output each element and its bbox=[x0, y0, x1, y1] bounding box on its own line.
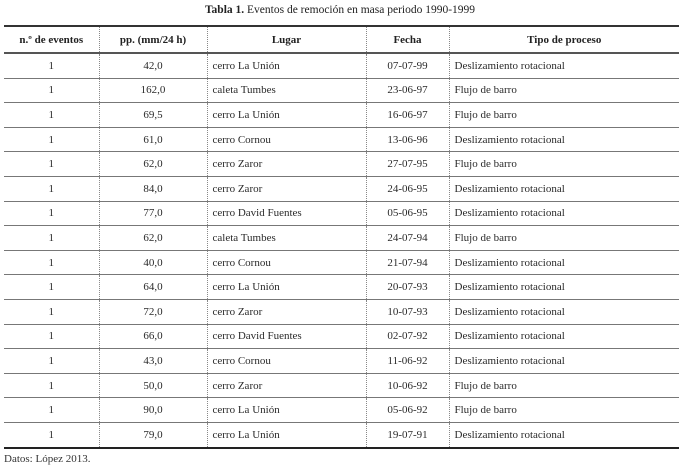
cell-date: 13-06-96 bbox=[366, 127, 449, 152]
cell-precipitation: 40,0 bbox=[99, 250, 207, 275]
table-row bbox=[4, 78, 679, 103]
cell-events: 1 bbox=[4, 275, 99, 300]
header-precipitation: pp. (mm/24 h) bbox=[99, 26, 207, 53]
table-row bbox=[4, 422, 679, 447]
table-row bbox=[4, 103, 679, 128]
cell-events: 1 bbox=[4, 176, 99, 201]
cell-precipitation: 62,0 bbox=[99, 226, 207, 251]
cell-precipitation: 90,0 bbox=[99, 398, 207, 423]
cell-place: cerro Cornou bbox=[207, 250, 366, 275]
cell-process-type: Deslizamiento rotacional bbox=[449, 422, 679, 447]
cell-process-type: Flujo de barro bbox=[449, 226, 679, 251]
cell-precipitation: 69,5 bbox=[99, 103, 207, 128]
cell-process-type: Deslizamiento rotacional bbox=[449, 324, 679, 349]
table-row bbox=[4, 127, 679, 152]
cell-place: cerro David Fuentes bbox=[207, 324, 366, 349]
table-row bbox=[4, 226, 679, 251]
header-process-type: Tipo de proceso bbox=[449, 26, 679, 53]
cell-events: 1 bbox=[4, 324, 99, 349]
cell-place: cerro Cornou bbox=[207, 349, 366, 374]
cell-precipitation: 43,0 bbox=[99, 349, 207, 374]
cell-process-type: Deslizamiento rotacional bbox=[449, 176, 679, 201]
cell-process-type: Flujo de barro bbox=[449, 78, 679, 103]
cell-place: cerro La Unión bbox=[207, 275, 366, 300]
cell-place: cerro David Fuentes bbox=[207, 201, 366, 226]
cell-precipitation: 162,0 bbox=[99, 78, 207, 103]
cell-process-type: Flujo de barro bbox=[449, 398, 679, 423]
cell-events: 1 bbox=[4, 127, 99, 152]
cell-date: 19-07-91 bbox=[366, 422, 449, 447]
table-row bbox=[4, 324, 679, 349]
table-header-row bbox=[4, 26, 679, 53]
cell-process-type: Deslizamiento rotacional bbox=[449, 250, 679, 275]
cell-events: 1 bbox=[4, 373, 99, 398]
cell-date: 27-07-95 bbox=[366, 152, 449, 177]
cell-process-type: Deslizamiento rotacional bbox=[449, 349, 679, 374]
cell-precipitation: 84,0 bbox=[99, 176, 207, 201]
cell-process-type: Deslizamiento rotacional bbox=[449, 299, 679, 324]
cell-process-type: Flujo de barro bbox=[449, 373, 679, 398]
table-caption-text: Eventos de remoción en masa periodo 1990-1999 bbox=[244, 4, 476, 16]
cell-place: cerro La Unión bbox=[207, 53, 366, 78]
cell-place: caleta Tumbes bbox=[207, 78, 366, 103]
cell-place: cerro Zaror bbox=[207, 373, 366, 398]
cell-events: 1 bbox=[4, 422, 99, 447]
cell-events: 1 bbox=[4, 152, 99, 177]
table-row bbox=[4, 201, 679, 226]
cell-events: 1 bbox=[4, 53, 99, 78]
cell-process-type: Flujo de barro bbox=[449, 152, 679, 177]
cell-date: 24-07-94 bbox=[366, 226, 449, 251]
cell-precipitation: 42,0 bbox=[99, 53, 207, 78]
table-row bbox=[4, 373, 679, 398]
cell-process-type: Deslizamiento rotacional bbox=[449, 53, 679, 78]
cell-date: 24-06-95 bbox=[366, 176, 449, 201]
cell-date: 10-07-93 bbox=[366, 299, 449, 324]
source-note: Datos: López 2013. bbox=[4, 453, 91, 465]
cell-place: cerro La Unión bbox=[207, 398, 366, 423]
cell-events: 1 bbox=[4, 299, 99, 324]
events-table bbox=[4, 25, 679, 449]
table-row bbox=[4, 299, 679, 324]
cell-place: cerro La Unión bbox=[207, 422, 366, 447]
cell-events: 1 bbox=[4, 103, 99, 128]
cell-precipitation: 62,0 bbox=[99, 152, 207, 177]
cell-date: 02-07-92 bbox=[366, 324, 449, 349]
table-row bbox=[4, 176, 679, 201]
cell-events: 1 bbox=[4, 349, 99, 374]
cell-events: 1 bbox=[4, 250, 99, 275]
cell-process-type: Deslizamiento rotacional bbox=[449, 201, 679, 226]
cell-precipitation: 72,0 bbox=[99, 299, 207, 324]
cell-date: 05-06-95 bbox=[366, 201, 449, 226]
cell-events: 1 bbox=[4, 201, 99, 226]
cell-place: cerro Cornou bbox=[207, 127, 366, 152]
table-row bbox=[4, 349, 679, 374]
table-caption bbox=[0, 4, 680, 16]
cell-events: 1 bbox=[4, 398, 99, 423]
cell-date: 11-06-92 bbox=[366, 349, 449, 374]
cell-place: cerro Zaror bbox=[207, 176, 366, 201]
cell-precipitation: 66,0 bbox=[99, 324, 207, 349]
cell-process-type: Flujo de barro bbox=[449, 103, 679, 128]
cell-date: 10-06-92 bbox=[366, 373, 449, 398]
cell-place: cerro Zaror bbox=[207, 299, 366, 324]
header-place: Lugar bbox=[207, 26, 366, 53]
cell-events: 1 bbox=[4, 226, 99, 251]
table-row bbox=[4, 152, 679, 177]
table-caption-label: Tabla 1. bbox=[204, 4, 245, 16]
table-row bbox=[4, 275, 679, 300]
cell-precipitation: 61,0 bbox=[99, 127, 207, 152]
cell-date: 20-07-93 bbox=[366, 275, 449, 300]
cell-precipitation: 79,0 bbox=[99, 422, 207, 447]
cell-place: caleta Tumbes bbox=[207, 226, 366, 251]
cell-place: cerro Zaror bbox=[207, 152, 366, 177]
cell-precipitation: 77,0 bbox=[99, 201, 207, 226]
cell-process-type: Deslizamiento rotacional bbox=[449, 127, 679, 152]
cell-precipitation: 50,0 bbox=[99, 373, 207, 398]
cell-date: 16-06-97 bbox=[366, 103, 449, 128]
table-row bbox=[4, 398, 679, 423]
header-date: Fecha bbox=[366, 26, 449, 53]
cell-date: 21-07-94 bbox=[366, 250, 449, 275]
table-row bbox=[4, 250, 679, 275]
cell-date: 23-06-97 bbox=[366, 78, 449, 103]
cell-date: 05-06-92 bbox=[366, 398, 449, 423]
cell-process-type: Deslizamiento rotacional bbox=[449, 275, 679, 300]
cell-place: cerro La Unión bbox=[207, 103, 366, 128]
header-events: n.º de eventos bbox=[19, 33, 84, 46]
table-row bbox=[4, 53, 679, 78]
cell-events: 1 bbox=[4, 78, 99, 103]
cell-date: 07-07-99 bbox=[366, 53, 449, 78]
cell-precipitation: 64,0 bbox=[99, 275, 207, 300]
